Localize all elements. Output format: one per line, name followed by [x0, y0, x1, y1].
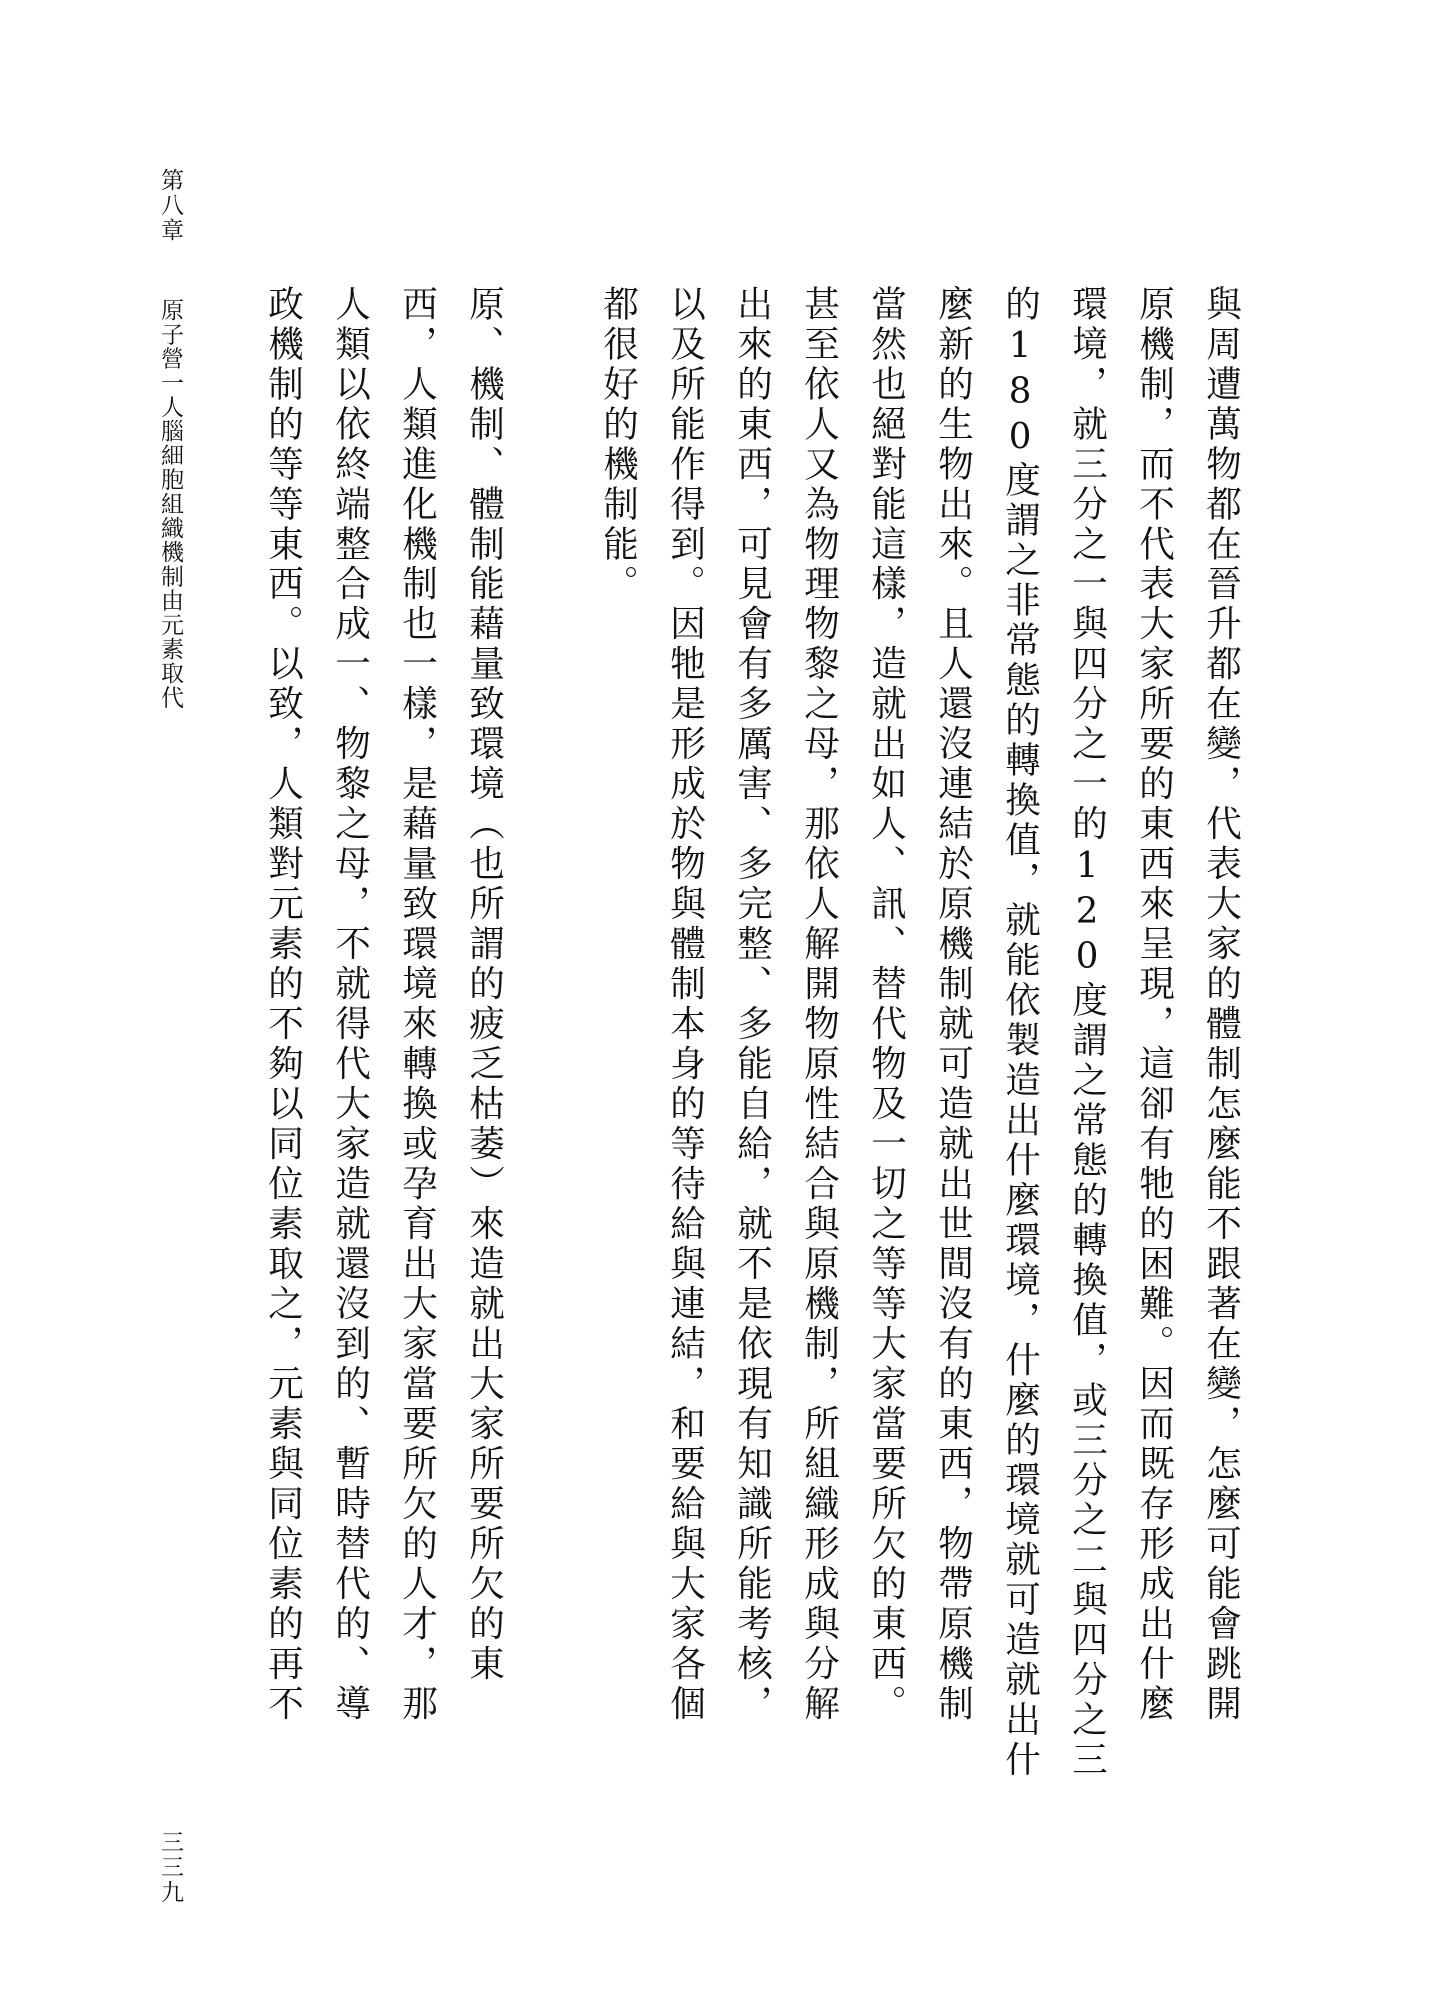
text-column-9: 以及所能作得到。因牠是形成於物與體制本身的等待給與連結，和要給與大家各個: [664, 285, 706, 1725]
chapter-heading: 第八章: [157, 168, 183, 243]
text-column-7: 甚至依人又為物理物黎之母，那依人解開物原性結合與原機制，所組織形成與分解: [798, 285, 840, 1725]
page-number: 三三九: [157, 1830, 183, 1905]
text-column-13: 西，人類進化機制也一樣，是藉量致環境來轉換或孕育出大家當要所欠的人才，那: [396, 285, 438, 1725]
text-column-6: 當然也絕對能這樣，造就出如人、訊、替代物及一切之等等大家當要所欠的東西。: [865, 285, 907, 1725]
text-column-10: 都很好的機制能。: [597, 285, 639, 605]
text-column-3: 環境，就三分之一與四分之一的120度謂之常態的轉換值，或三分之二與四分之三: [1066, 285, 1108, 1781]
running-title: 原子營一人腦細胞組織機制由元素取代: [157, 298, 183, 710]
text-column-5: 麼新的生物出來。且人還沒連結於原機制就可造就出世間沒有的東西，物帶原機制: [932, 285, 974, 1725]
text-column-4: 的180度謂之非常態的轉換值，就能依製造出什麼環境，什麼的環境就可造就出什: [999, 285, 1041, 1781]
text-column-1: 與周遭萬物都在晉升都在變，代表大家的體制怎麼能不跟著在變，怎麼可能會跳開: [1200, 285, 1242, 1725]
text-column-15: 政機制的等等東西。以致，人類對元素的不夠以同位素取之，元素與同位素的再不: [262, 285, 304, 1725]
text-column-12: 原、機制、體制能藉量致環境︵也所謂的疲乏枯萎︶來造就出大家所要所欠的東: [463, 285, 505, 1685]
text-column-2: 原機制，而不代表大家所要的東西來呈現，這卻有牠的困難。因而既存形成出什麼: [1133, 285, 1175, 1725]
text-column-8: 出來的東西，可見會有多厲害、多完整、多能自給，就不是依現有知識所能考核，: [731, 285, 773, 1725]
text-column-14: 人類以依終端整合成一、物黎之母，不就得代大家造就還沒到的、暫時替代的、導: [329, 285, 371, 1725]
